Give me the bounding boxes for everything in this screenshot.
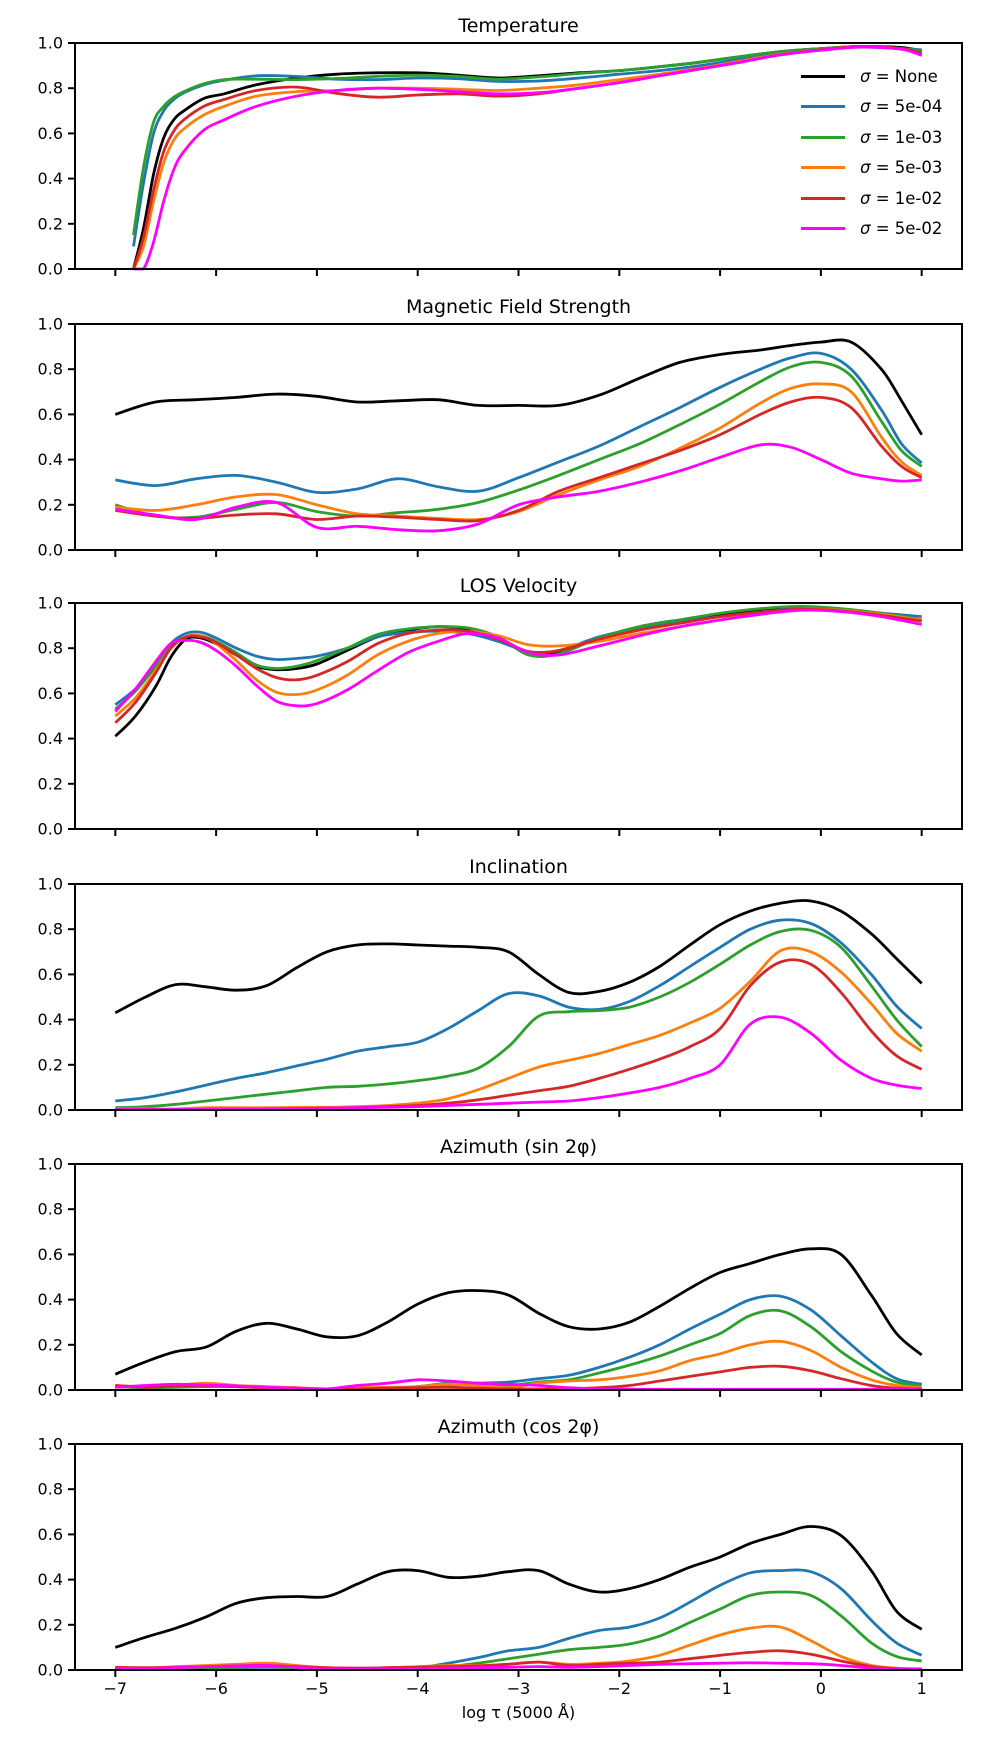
legend-label: σ = 5e-04: [860, 97, 943, 117]
y-tick-label: 1.0: [37, 33, 63, 53]
x-tick-label: −1: [708, 1679, 732, 1698]
y-tick-label: 0.2: [37, 1055, 63, 1075]
y-tick-label: 1.0: [37, 1434, 63, 1454]
y-tick-label: 0.0: [37, 540, 63, 560]
subplot-title-azimuth-cos: Azimuth (cos 2φ): [437, 1416, 600, 1438]
legend-line-swatch: [801, 136, 845, 139]
curve-2-series-3: [115, 609, 921, 716]
x-tick-label: −4: [405, 1679, 430, 1698]
y-tick-label: 0.0: [37, 1100, 63, 1120]
legend-item: [801, 214, 942, 245]
curve-3-series-2: [115, 929, 921, 1108]
y-tick-label: 0.4: [37, 729, 63, 749]
legend-line-swatch: [801, 166, 845, 169]
y-tick-label: 0.2: [37, 214, 63, 234]
y-tick-label: 0.4: [37, 450, 63, 470]
y-tick-label: 0.8: [37, 359, 63, 379]
y-tick-label: 0.4: [37, 1010, 63, 1030]
legend-item: [801, 183, 942, 214]
curve-3-series-0: [115, 901, 921, 1013]
y-tick-label: 1.0: [37, 314, 63, 334]
subplot-3: [38, 875, 962, 1120]
y-tick-label: 0.2: [37, 1335, 63, 1355]
x-axis-label: log τ (5000 Å): [461, 1703, 576, 1722]
y-tick-label: 0.0: [37, 259, 63, 279]
y-tick-label: 0.8: [37, 919, 63, 939]
y-tick-label: 1.0: [37, 593, 63, 613]
subplot-frame: [75, 884, 962, 1110]
subplot-4: [38, 1155, 962, 1400]
legend-label: σ = 1e-02: [860, 188, 943, 208]
subplot-title-inclination: Inclination: [469, 856, 568, 878]
y-tick-label: 0.8: [37, 78, 63, 98]
legend-label: σ = 1e-03: [860, 127, 943, 147]
subplot-5: [38, 1435, 962, 1699]
legend-item: [801, 153, 942, 184]
y-tick-label: 1.0: [37, 1154, 63, 1174]
subplot-title-magnetic-field: Magnetic Field Strength: [405, 296, 632, 318]
subplot-frame: [75, 1444, 962, 1670]
curve-3-series-5: [115, 1017, 921, 1110]
y-tick-label: 0.2: [37, 774, 63, 794]
y-tick-label: 0.2: [37, 495, 63, 515]
legend-line-swatch: [801, 227, 845, 230]
curve-4-series-0: [115, 1249, 921, 1375]
y-tick-label: 0.4: [37, 1290, 63, 1310]
curve-1-series-4: [115, 397, 921, 521]
legend-label: σ = 5e-02: [860, 219, 943, 239]
x-tick-label: 1: [916, 1679, 927, 1698]
y-tick-label: 0.6: [37, 1524, 63, 1544]
y-tick-label: 0.4: [37, 169, 63, 189]
curve-2-series-0: [115, 609, 921, 737]
legend-item: [801, 122, 942, 153]
x-tick-label: −2: [607, 1679, 632, 1698]
curve-2-series-2: [115, 606, 921, 709]
y-tick-label: 1.0: [37, 874, 63, 894]
legend-line-swatch: [801, 105, 845, 108]
y-tick-label: 0.8: [37, 1199, 63, 1219]
y-tick-label: 0.8: [37, 638, 63, 658]
subplot-title-temperature: Temperature: [458, 15, 579, 37]
legend-label: σ = None: [860, 66, 938, 86]
subplot-1: [38, 315, 962, 560]
x-tick-label: 0: [815, 1679, 826, 1698]
curve-4-series-2: [115, 1310, 921, 1389]
y-tick-label: 0.6: [37, 964, 63, 984]
y-tick-label: 0.0: [37, 1660, 63, 1680]
x-tick-label: −7: [103, 1679, 128, 1698]
x-tick-label: −3: [506, 1679, 531, 1698]
subplot-2: [38, 594, 962, 839]
y-tick-label: 0.0: [37, 1380, 63, 1400]
curve-1-series-5: [115, 444, 921, 531]
x-tick-label: −5: [305, 1679, 329, 1698]
subplot-title-los-velocity: LOS Velocity: [459, 575, 578, 597]
y-tick-label: 0.6: [37, 123, 63, 143]
legend: [801, 61, 942, 244]
y-tick-label: 0.6: [37, 404, 63, 424]
y-tick-label: 0.2: [37, 1615, 63, 1635]
legend-line-swatch: [801, 197, 845, 200]
y-tick-label: 0.4: [37, 1570, 63, 1590]
curve-1-series-1: [115, 353, 921, 493]
legend-item: [801, 92, 942, 123]
curve-3-series-3: [115, 948, 921, 1109]
legend-line-swatch: [801, 75, 845, 78]
curve-5-series-0: [115, 1526, 921, 1647]
legend-label: σ = 5e-03: [860, 158, 943, 178]
y-tick-label: 0.8: [37, 1479, 63, 1499]
legend-item: [801, 61, 942, 92]
subplot-title-azimuth-sin: Azimuth (sin 2φ): [439, 1136, 598, 1158]
curve-4-series-1: [115, 1296, 921, 1389]
subplot-frame: [75, 1164, 962, 1390]
y-tick-label: 0.0: [37, 819, 63, 839]
x-tick-label: −6: [204, 1679, 228, 1698]
y-tick-label: 0.6: [37, 683, 63, 703]
y-tick-label: 0.6: [37, 1244, 63, 1264]
